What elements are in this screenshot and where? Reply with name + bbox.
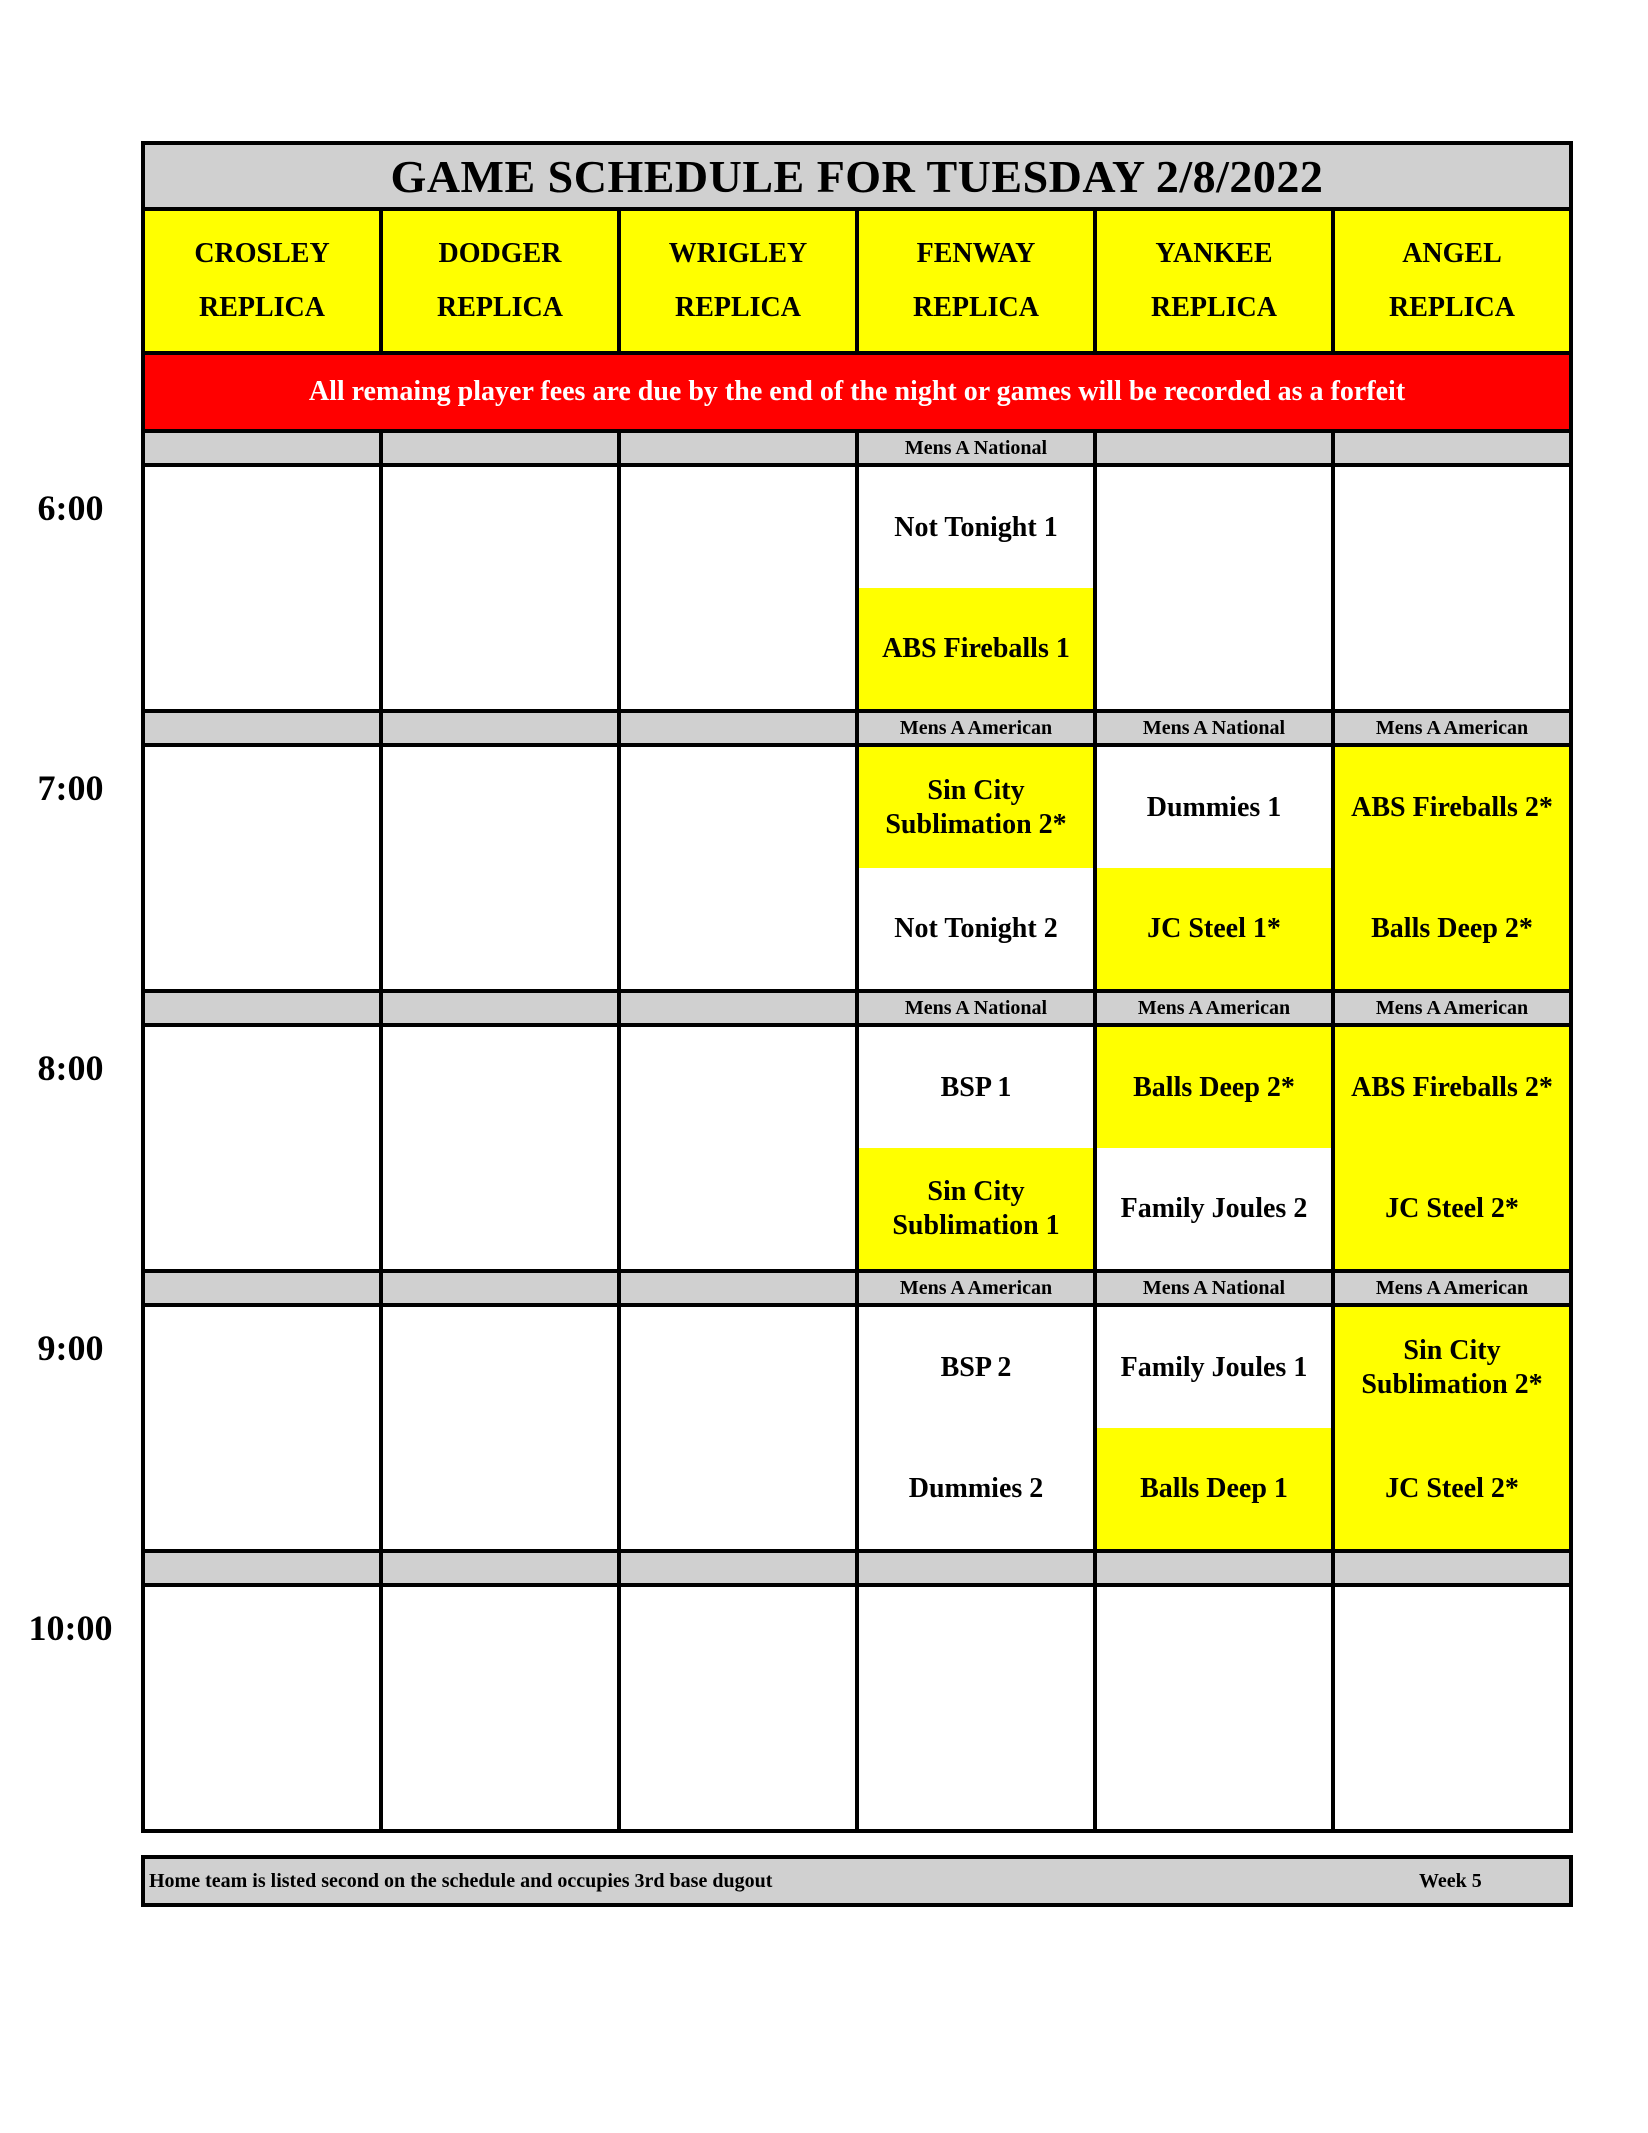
game-cell — [1331, 1583, 1573, 1833]
division-label: Mens A American — [1093, 989, 1335, 1027]
home-team — [1097, 588, 1331, 709]
home-team — [1335, 1708, 1569, 1829]
home-team — [859, 1708, 1093, 1829]
game-cell — [855, 743, 1097, 993]
time-slot-row — [141, 1583, 1573, 1833]
away-team: Sin City Sublimation 2* — [1335, 1307, 1569, 1428]
division-label: Mens A American — [1331, 989, 1573, 1027]
division-label: Mens A American — [1331, 709, 1573, 747]
division-label: Mens A National — [855, 429, 1097, 467]
home-team — [145, 1708, 379, 1829]
game-cell — [617, 1023, 859, 1273]
division-label — [379, 1269, 621, 1307]
home-team — [383, 1148, 617, 1269]
time-label: 7:00 — [37, 768, 104, 808]
home-team — [145, 588, 379, 709]
home-team — [1097, 1708, 1331, 1829]
division-label — [1093, 1549, 1335, 1587]
away-team — [145, 467, 379, 588]
division-label — [141, 989, 383, 1027]
away-team — [383, 1587, 617, 1708]
game-cell — [1093, 1023, 1335, 1273]
field-header — [621, 211, 859, 351]
time-label: 8:00 — [37, 1048, 104, 1088]
game-cell — [855, 1023, 1097, 1273]
field-name: DODGER — [438, 238, 562, 269]
game-cell — [855, 1583, 1097, 1833]
home-team: Balls Deep 1 — [1097, 1428, 1331, 1549]
home-team: Dummies 2 — [908, 1472, 1044, 1504]
field-sub: REPLICA — [1388, 292, 1515, 323]
game-cell — [1093, 1583, 1335, 1833]
away-team — [621, 467, 855, 588]
field-sub: REPLICA — [912, 292, 1039, 323]
division-row — [141, 1549, 1573, 1587]
division-label — [617, 1549, 859, 1587]
game-cell — [379, 1303, 621, 1553]
game-cell — [379, 1583, 621, 1833]
fee-notice-banner: All remaing player fees are due by the end of the night or games will be recorded as a forfeit — [141, 351, 1573, 433]
field-name: YANKEE — [1155, 238, 1273, 269]
division-label — [141, 1549, 383, 1587]
division-row — [141, 1269, 1573, 1307]
page-title: GAME SCHEDULE FOR TUESDAY 2/8/2022 — [141, 141, 1573, 211]
home-team: JC Steel 2* — [1335, 1428, 1569, 1549]
home-team — [621, 1428, 855, 1549]
division-label — [141, 429, 383, 467]
time-label: 9:00 — [37, 1328, 104, 1368]
home-team — [383, 1708, 617, 1829]
home-team — [621, 1148, 855, 1269]
field-header-row — [141, 207, 1573, 355]
game-cell — [141, 1583, 383, 1833]
game-cell — [379, 1023, 621, 1273]
away-team — [1335, 467, 1569, 588]
home-team: JC Steel 2* — [1335, 1148, 1569, 1269]
game-cell — [1093, 743, 1335, 993]
home-team — [383, 588, 617, 709]
home-team — [621, 868, 855, 989]
away-team: Dummies 1 — [1146, 791, 1282, 823]
game-cell — [855, 463, 1097, 713]
footer-bar — [141, 1855, 1573, 1907]
field-sub: REPLICA — [1150, 292, 1277, 323]
game-cell — [1331, 1023, 1573, 1273]
schedule-sheet — [141, 141, 1573, 1907]
away-team: BSP 2 — [940, 1351, 1012, 1383]
division-label — [379, 429, 621, 467]
away-team — [1097, 467, 1331, 588]
time-slot-row — [141, 743, 1573, 993]
away-team: ABS Fireballs 2* — [1335, 747, 1569, 868]
field-header — [1097, 211, 1335, 351]
field-header — [145, 211, 383, 351]
division-row — [141, 989, 1573, 1027]
home-team: Balls Deep 2* — [1335, 868, 1569, 989]
away-team: Family Joules 1 — [1120, 1351, 1308, 1383]
division-label — [141, 709, 383, 747]
home-team — [145, 1428, 379, 1549]
away-team — [1335, 1587, 1569, 1708]
away-team — [383, 467, 617, 588]
division-label — [855, 1549, 1097, 1587]
away-team — [621, 1587, 855, 1708]
division-label: Mens A American — [855, 709, 1097, 747]
away-team — [383, 1307, 617, 1428]
game-cell — [617, 1583, 859, 1833]
footer-note: Home team is listed second on the schedule and occupies 3rd base dugout — [149, 1869, 773, 1892]
game-cell — [379, 463, 621, 713]
away-team — [145, 747, 379, 868]
division-row — [141, 429, 1573, 467]
division-label — [1331, 429, 1573, 467]
home-team: Family Joules 2 — [1120, 1192, 1308, 1224]
division-label — [1331, 1549, 1573, 1587]
field-sub: REPLICA — [198, 292, 325, 323]
time-label: 10:00 — [28, 1608, 113, 1648]
division-label — [379, 709, 621, 747]
division-label — [617, 709, 859, 747]
game-cell — [379, 743, 621, 993]
time-label: 6:00 — [37, 488, 104, 528]
field-name: ANGEL — [1402, 238, 1502, 269]
away-team — [383, 747, 617, 868]
home-team — [621, 588, 855, 709]
away-team — [145, 1307, 379, 1428]
division-label — [1093, 429, 1335, 467]
home-team: JC Steel 1* — [1097, 868, 1331, 989]
home-team — [621, 1708, 855, 1829]
away-team: Balls Deep 2* — [1097, 1027, 1331, 1148]
division-label — [617, 989, 859, 1027]
division-label: Mens A American — [1331, 1269, 1573, 1307]
game-cell — [617, 743, 859, 993]
home-team: ABS Fireballs 1 — [859, 588, 1093, 709]
home-team: Sin City Sublimation 1 — [859, 1148, 1093, 1269]
game-cell — [141, 743, 383, 993]
away-team: ABS Fireballs 2* — [1335, 1027, 1569, 1148]
division-label — [379, 1549, 621, 1587]
away-team — [383, 1027, 617, 1148]
away-team — [859, 1587, 1093, 1708]
home-team — [145, 1148, 379, 1269]
game-cell — [855, 1303, 1097, 1553]
division-label — [379, 989, 621, 1027]
field-header — [1335, 211, 1569, 351]
game-cell — [1093, 1303, 1335, 1553]
field-name: CROSLEY — [194, 238, 330, 269]
game-cell — [1331, 463, 1573, 713]
away-team — [1097, 1587, 1331, 1708]
division-label — [617, 429, 859, 467]
game-cell — [617, 463, 859, 713]
home-team — [1335, 588, 1569, 709]
home-team — [383, 868, 617, 989]
field-name: FENWAY — [916, 238, 1036, 269]
division-label: Mens A American — [855, 1269, 1097, 1307]
time-slot-row — [141, 1023, 1573, 1273]
game-cell — [617, 1303, 859, 1553]
away-team: BSP 1 — [940, 1071, 1012, 1103]
division-label — [141, 1269, 383, 1307]
division-label — [617, 1269, 859, 1307]
home-team: Not Tonight 2 — [894, 912, 1058, 944]
game-cell — [141, 463, 383, 713]
field-sub: REPLICA — [674, 292, 801, 323]
game-cell — [1331, 743, 1573, 993]
field-header — [383, 211, 621, 351]
time-slot-row — [141, 1303, 1573, 1553]
away-team: Sin City Sublimation 2* — [859, 747, 1093, 868]
away-team — [621, 1307, 855, 1428]
field-name: WRIGLEY — [668, 238, 808, 269]
game-cell — [1093, 463, 1335, 713]
time-slot-row — [141, 463, 1573, 713]
away-team — [145, 1027, 379, 1148]
week-label: Week 5 — [1419, 1869, 1482, 1892]
division-label: Mens A National — [1093, 709, 1335, 747]
field-header — [859, 211, 1097, 351]
home-team — [383, 1428, 617, 1549]
home-team — [145, 868, 379, 989]
away-team: Not Tonight 1 — [894, 511, 1058, 543]
division-label: Mens A National — [855, 989, 1097, 1027]
away-team — [621, 747, 855, 868]
game-cell — [141, 1023, 383, 1273]
away-team — [145, 1587, 379, 1708]
field-sub: REPLICA — [436, 292, 563, 323]
division-label: Mens A National — [1093, 1269, 1335, 1307]
away-team — [621, 1027, 855, 1148]
division-row — [141, 709, 1573, 747]
game-cell — [141, 1303, 383, 1553]
game-cell — [1331, 1303, 1573, 1553]
